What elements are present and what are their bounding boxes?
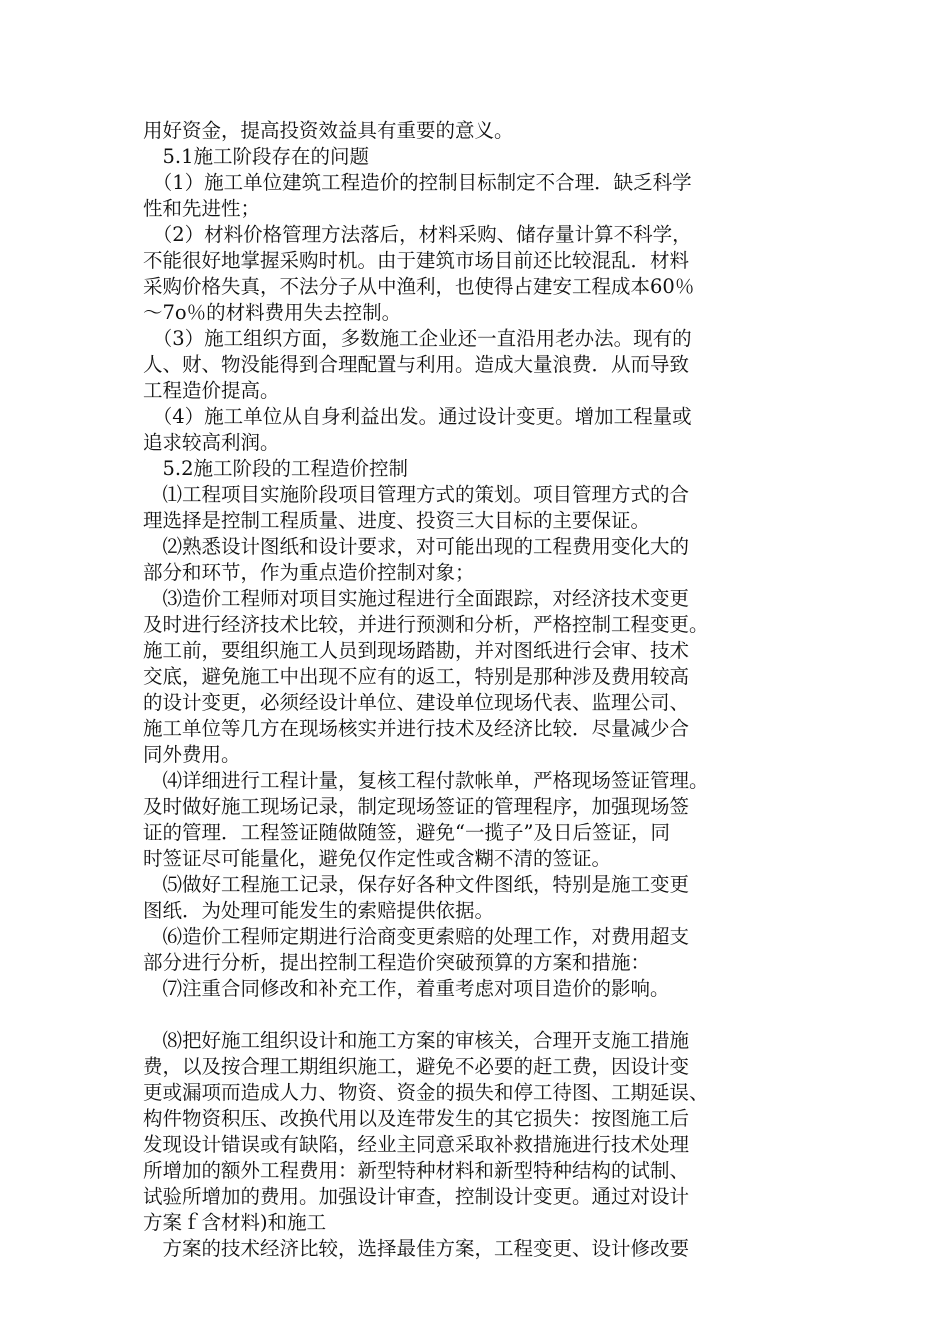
text-line: 施工前，要组织施工人员到现场踏勘，并对图纸进行会审、技术 — [143, 639, 690, 662]
text-line: 及时进行经济技术比较，并进行预测和分析，严格控制工程变更。 — [143, 613, 709, 636]
text-line: 性和先进性； — [143, 197, 261, 220]
text-line: 追求较高利润。 — [143, 431, 280, 454]
text-line: （2）材料价格管理方法落后，材料采购、储存量计算不科学， — [143, 223, 692, 246]
section-heading: 5.1施工阶段存在的问题 — [143, 145, 370, 168]
text-line: （1）施工单位建筑工程造价的控制目标制定不合理．缺乏科学 — [143, 171, 692, 194]
text-line: 及时做好施工现场记录，制定现场签证的管理程序，加强现场签 — [143, 795, 690, 818]
text-line: 部分和环节，作为重点造价控制对象； — [143, 561, 475, 584]
text-line: （3）施工组织方面，多数施工企业还一直沿用老办法。现有的 — [143, 327, 692, 350]
text-line: 费，以及按合理工期组织施工，避免不必要的赶工费，因设计变 — [143, 1055, 690, 1078]
text-line: ⑺注重合同修改和补充工作，着重考虑对项目造价的影响。 — [143, 977, 670, 1000]
text-line: 构件物资积压、改换代用以及连带发生的其它损失：按图施工后 — [143, 1107, 690, 1130]
text-line: 时签证尽可能量化，避免仅作定性或含糊不清的签证。 — [143, 847, 612, 870]
text-line: 的设计变更，必须经设计单位、建设单位现场代表、监理公司、 — [143, 691, 690, 714]
text-line: 部分进行分析，提出控制工程造价突破预算的方案和措施： — [143, 951, 651, 974]
body-text — [143, 118, 807, 1262]
text-line: 交底，避免施工中出现不应有的返工，特别是那种涉及费用较高 — [143, 665, 690, 688]
text-line: 方案的技术经济比较，选择最佳方案，工程变更、设计修改要 — [143, 1237, 690, 1260]
text-line: （4）施工单位从自身利益出发。通过设计变更。增加工程量或 — [143, 405, 692, 428]
text-line: ⑹造价工程师定期进行洽商变更索赔的处理工作，对费用超支 — [143, 925, 690, 948]
text-line: 图纸．为处理可能发生的索赔提供依据。 — [143, 899, 495, 922]
text-line: ⑵熟悉设计图纸和设计要求，对可能出现的工程费用变化大的 — [143, 535, 690, 558]
text-line: 所增加的额外工程费用：新型特种材料和新型特种结构的试制、 — [143, 1159, 690, 1182]
text-line: ～7o％的材料费用失去控制。 — [143, 301, 402, 324]
text-line: 不能很好地掌握采购时机。由于建筑市场目前还比较混乱．材料 — [143, 249, 690, 272]
text-line: 同外费用。 — [143, 743, 241, 766]
text-line: 发现设计错误或有缺陷，经业主同意采取补救措施进行技术处理 — [143, 1133, 690, 1156]
text-line: 施工单位等几方在现场核实并进行技术及经济比较．尽量减少合 — [143, 717, 690, 740]
text-line: 证的管理．工程签证随做随签，避免“一揽子”及日后签证，同 — [143, 821, 670, 844]
text-line: 采购价格失真，不法分子从中渔利，也使得占建安工程成本60％ — [143, 275, 695, 298]
text-line: ⑶造价工程师对项目实施过程进行全面跟踪，对经济技术变更 — [143, 587, 690, 610]
text-line: 人、财、物没能得到合理配置与利用。造成大量浪费．从而导致 — [143, 353, 690, 376]
text-line: 用好资金，提高投资效益具有重要的意义。 — [143, 119, 514, 142]
text-line: 方案ｆ含材料)和施工 — [143, 1211, 327, 1234]
text-line: ⑷详细进行工程计量，复核工程付款帐单，严格现场签证管理。 — [143, 769, 709, 792]
section-heading: 5.2施工阶段的工程造价控制 — [143, 457, 409, 480]
text-line: ⑴工程项目实施阶段项目管理方式的策划。项目管理方式的合 — [143, 483, 690, 506]
text-line: ⑸做好工程施工记录，保存好各种文件图纸，特别是施工变更 — [143, 873, 690, 896]
blank-line — [143, 1002, 807, 1028]
text-line: 试验所增加的费用。加强设计审查，控制设计变更。通过对设计 — [143, 1185, 690, 1208]
text-line: 理选择是控制工程质量、进度、投资三大目标的主要保证。 — [143, 509, 651, 532]
text-line: ⑻把好施工组织设计和施工方案的审核关，合理开支施工措施 — [143, 1029, 690, 1052]
text-line: 更或漏项而造成人力、物资、资金的损失和停工待图、工期延误、 — [143, 1081, 709, 1104]
text-line: 工程造价提高。 — [143, 379, 280, 402]
